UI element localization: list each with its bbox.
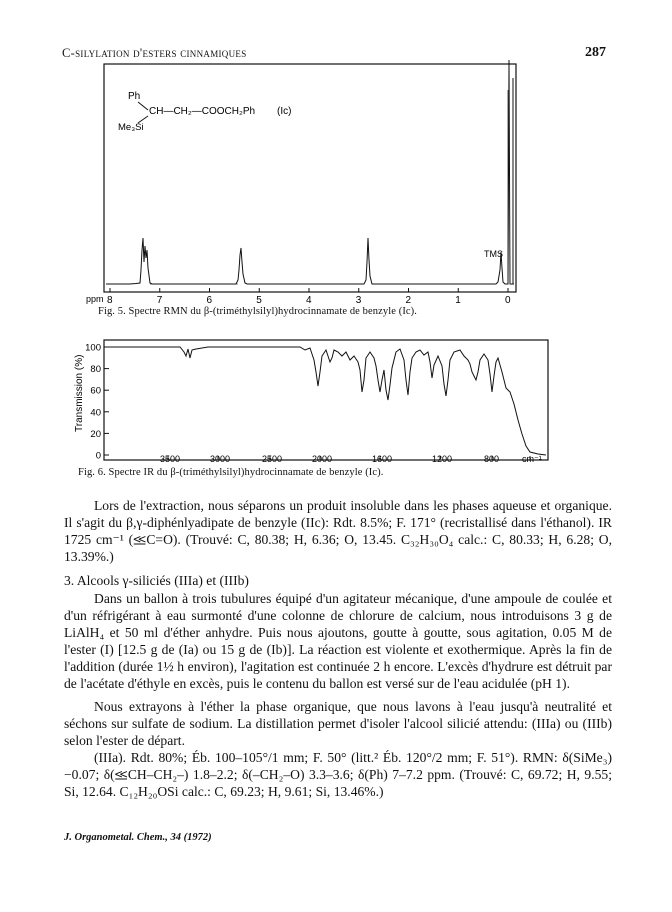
ir-ytick-label: 20	[90, 428, 101, 440]
nmr-tick-label: 6	[206, 295, 213, 306]
ir-xtick-label: 800	[484, 454, 500, 464]
nmr-tick-label: 4	[306, 295, 312, 306]
nmr-tick-label: 5	[256, 295, 262, 306]
figure5-caption: Fig. 5. Spectre RMN du β-(triméthylsilyl)hydrocinnamate de benzyle (Ic).	[98, 306, 418, 317]
paragraph-workup: Nous extrayons à l'éther la phase organique, que nous lavons à l'eau jusqu'à neutralité et séchons sur sulfate de sodium. La distillation permet d'isoler l'alcool silicié attendu: (IIIa) ou (IIIb) selon l'ester de départ.	[64, 699, 612, 748]
ppm-label: ppm	[86, 294, 104, 304]
nmr-tick-label: 2	[405, 295, 412, 306]
ir-xtick-label: 2000	[312, 454, 333, 464]
ir-xtick-label: 1600	[372, 454, 393, 464]
running-title: C-silylation d'esters cinnamiques	[62, 46, 247, 60]
ir-ylabel: Transmission (%)	[74, 354, 85, 432]
nmr-tick-label: 1	[455, 295, 461, 306]
section-heading-text: 3. Alcools γ-siliciés (IIIa) et (IIIb)	[64, 573, 249, 588]
ir-xtick-label: 2500	[262, 454, 283, 464]
ir-ytick-label: 100	[85, 342, 101, 354]
ir-xtick-label: 3500	[160, 454, 181, 464]
ir-ytick-label: 80	[90, 364, 101, 376]
structure-chain: CH—CH₂—COOCH₂Ph	[149, 106, 256, 117]
nmr-tick-label: 0	[505, 295, 511, 306]
ir-xtick-label: 1200	[432, 454, 453, 464]
ir-ytick-label: 0	[95, 450, 101, 462]
page-number: 287	[585, 45, 606, 60]
paragraph-extraction: Lors de l'extraction, nous séparons un produit insoluble dans les phases aqueuse et organique. Il s'agit du β,γ-diphénlyadipate de benzyle (IIc): Rdt. 8.5%; F. 171° (recristallisé dans l'éthanol). IR 1725 cm⁻¹ (⪣C=O). (Trouvé: C, 80.38; H, 6.36; O, 13.45. C₃₂H₃₀O₄ calc.: C, 80.33; H, 6.28; O, 13.39%.)	[64, 498, 612, 564]
tms-label: TMS	[484, 249, 503, 259]
ir-xtick-label: cm⁻¹	[522, 454, 542, 464]
structure-ph: Ph	[128, 91, 141, 102]
paragraph-iiia-data: (IIIa). Rdt. 80%; Éb. 100–105°/1 mm; F. 50° (litt.² Éb. 120°/2 mm; F. 51°). RMN: δ(SiMe₃) −0.07; δ(⪣CH–CH₂–) 1.8–2.2; δ(–CH₂–O) 3.3–3.6; δ(Ph) 7–7.2 ppm. (Trouvé: C, 69.72; H, 9.55; Si, 12.64. C₁₂H₂₀OSi calc.: C, 69.23; H, 9.61; Si, 13.46%.)	[64, 750, 612, 799]
ir-xtick-label: 3000	[210, 454, 231, 464]
ir-ytick-label: 40	[90, 407, 101, 419]
ir-ytick-label: 60	[90, 385, 101, 397]
nmr-tick-label: 8	[107, 295, 113, 306]
paragraph-procedure: Dans un ballon à trois tubulures équipé d'un agitateur mécanique, d'une ampoule de coulée et d'un réfrigérant à eau surmonté d'une colonne de chlorure de calcium, nous introduisons 3 g de LiAlH₄ et 50 ml d'éther anhydre. Puis nous ajoutons, goutte à goutte, sous agitation, 0.05 M de l'ester (I) [12.5 g de (Ia) ou 15 g de (Ib)]. La réaction est violente et exothermique. Après la fin de l'addition (durée 1½ h environ), l'agitation est continuée 2 h encore. L'excès d'hydrure est détruit par de l'acétate d'éthyle en excès, puis le contenu du ballon est versé sur de l'eau acidulée (pH 1).	[64, 591, 612, 691]
structure-me3si: Me₃Si	[118, 122, 144, 133]
nmr-tick-label: 7	[156, 295, 163, 306]
journal-footer: J. Organometal. Chem., 34 (1972)	[64, 832, 212, 843]
nmr-tick-label: 3	[355, 295, 362, 306]
section-heading	[64, 573, 612, 589]
structure-label: (Ic)	[277, 106, 292, 117]
figure6-caption: Fig. 6. Spectre IR du β-(triméthylsilyl)hydrocinnamate de benzyle (Ic).	[78, 467, 384, 478]
